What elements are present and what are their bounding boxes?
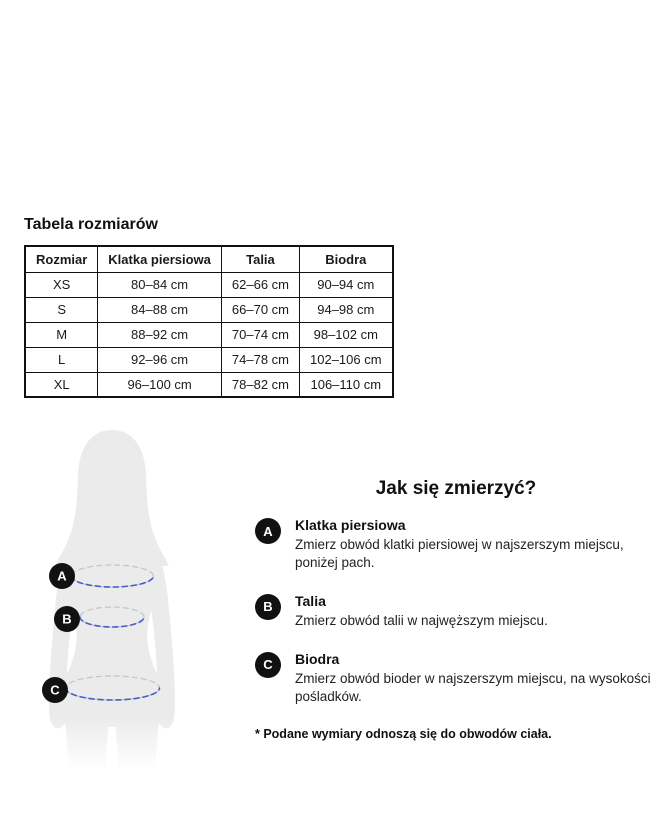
chest-cell: 80–84 cm [98, 272, 222, 297]
figure-marker-c-label: C [50, 682, 60, 698]
size-table-header-row [25, 246, 393, 272]
measurement-footnote: * Podane wymiary odnoszą się do obwodów ciała. [255, 726, 552, 741]
marker-c-badge: C [255, 652, 281, 678]
body-measurement-figure [20, 425, 205, 770]
guide-item-waist [255, 593, 657, 630]
table-row [25, 297, 393, 322]
size-cell: XS [25, 272, 98, 297]
waist-cell: 78–82 cm [221, 372, 299, 397]
marker-a-badge: A [255, 518, 281, 544]
column-header-waist: Talia [221, 246, 299, 272]
guide-item-description: Zmierz obwód talii w najwęższym miejscu. [295, 612, 548, 628]
table-row [25, 322, 393, 347]
hips-cell: 94–98 cm [300, 297, 393, 322]
guide-item-label: Talia [295, 592, 326, 609]
hips-cell: 98–102 cm [300, 322, 393, 347]
hips-cell: 90–94 cm [300, 272, 393, 297]
size-cell: S [25, 297, 98, 322]
size-cell: M [25, 322, 98, 347]
guide-item-description: Zmierz obwód bioder w najszerszym miejscu, na wysokości pośladków. [295, 670, 651, 704]
table-row [25, 272, 393, 297]
guide-item-hips [255, 651, 657, 706]
table-row [25, 347, 393, 372]
waist-cell: 62–66 cm [221, 272, 299, 297]
measure-guide-title: Jak się zmierzyć? [375, 478, 537, 499]
guide-item-label: Klatka piersiowa [295, 517, 406, 533]
figure-marker-a-label: A [57, 568, 67, 584]
chest-cell: 88–92 cm [98, 322, 222, 347]
chest-cell: 92–96 cm [98, 347, 222, 372]
hips-cell: 102–106 cm [300, 347, 393, 372]
size-cell: XL [25, 372, 98, 397]
waist-cell: 70–74 cm [221, 322, 299, 347]
size-cell: L [25, 347, 98, 372]
size-table [24, 245, 394, 398]
measure-guide-section [255, 478, 657, 741]
figure-marker-b-label: B [62, 611, 72, 627]
chest-cell: 96–100 cm [98, 372, 222, 397]
hips-cell: 106–110 cm [300, 372, 393, 397]
table-row [25, 372, 393, 397]
column-header-hips: Biodra [300, 246, 393, 272]
guide-item-chest [255, 517, 657, 572]
waist-cell: 66–70 cm [221, 297, 299, 322]
body-silhouette-illustration [20, 425, 205, 770]
marker-b-badge: B [255, 594, 281, 620]
size-table-title: Tabela rozmiarów [24, 216, 158, 233]
silhouette-fade-overlay [20, 717, 205, 770]
waist-cell: 74–78 cm [221, 347, 299, 372]
guide-item-label: Biodra [295, 650, 340, 667]
guide-item-description: Zmierz obwód klatki piersiowej w najszerszym miejscu, poniżej pach. [295, 537, 624, 570]
chest-cell: 84–88 cm [98, 297, 222, 322]
column-header-chest: Klatka piersiowa [98, 246, 222, 272]
column-header-size: Rozmiar [25, 246, 98, 272]
